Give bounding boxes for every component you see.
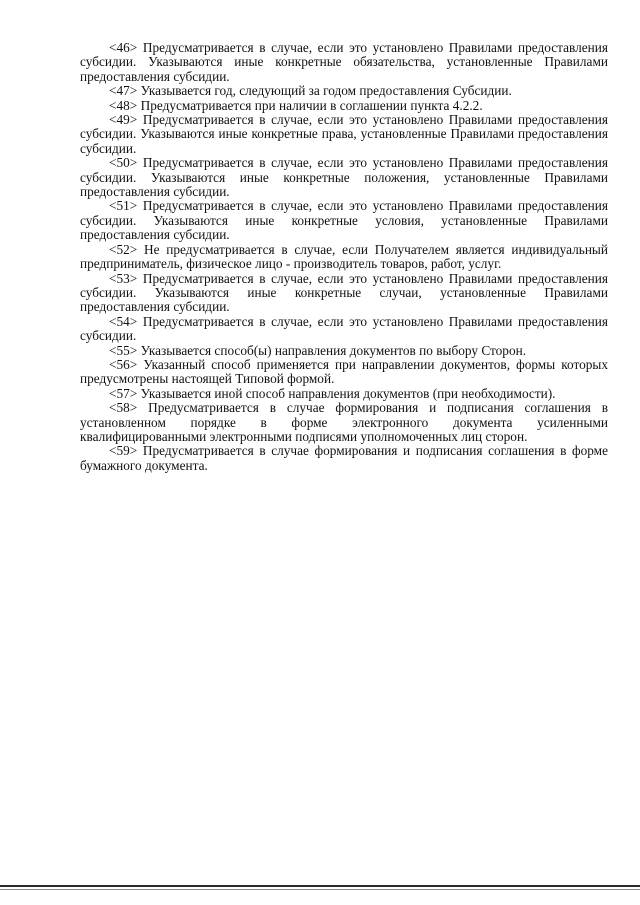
footnote-46: <46> Предусматривается в случае, если это установлено Правилами предоставления субсидии. Указываются иные конкретные обязательства, установленные Правилами предоставления субсидии.: [80, 40, 608, 84]
footnotes-list: [80, 41, 608, 473]
footnote-51: <51> Предусматривается в случае, если это установлено Правилами предоставления субсидии. Указываются иные конкретные условия, установленные Правилами предоставления субсидии.: [80, 198, 608, 243]
footnote-52: <52> Не предусматривается в случае, если Получателем является индивидуальный предприниматель, физическое лицо - производитель товаров, работ, услуг.: [80, 241, 608, 272]
footnote-48: <48> Предусматривается при наличии в соглашении пункта 4.2.2.: [109, 97, 483, 113]
footnote-55: <55> Указывается способ(ы) направления документов по выбору Сторон.: [109, 342, 527, 358]
footnote-50: <50> Предусматривается в случае, если это установлено Правилами предоставления субсидии. Указываются иные конкретные положения, установленные Правилами предоставления субсидии.: [80, 155, 608, 200]
scan-bottom-edge-shadow: [0, 889, 640, 890]
footnote-49: <49> Предусматривается в случае, если это установлено Правилами предоставления субсидии. Указываются иные конкретные права, установленные Правилами предоставления субсидии.: [80, 112, 608, 156]
footnote-59: <59> Предусматривается в случае формирования и подписания соглашения в форме бумажного документа.: [80, 443, 608, 473]
footnote-57: <57> Указывается иной способ направления документов (при необходимости).: [109, 385, 556, 401]
footnote-58: <58> Предусматривается в случае формирования и подписания соглашения в установленном порядке в форме электронного документа усиленными квалифицированными электронными подписями уполномоченных лиц сторон.: [80, 400, 608, 444]
scan-bottom-edge: [0, 885, 640, 887]
footnote-56: <56> Указанный способ применяется при направлении документов, формы которых предусмотрены настоящей Типовой формой.: [80, 356, 608, 387]
footnote-53: <53> Предусматривается в случае, если это установлено Правилами предоставления субсидии. Указываются иные конкретные случаи, установленные Правилами предоставления субсидии.: [80, 270, 608, 315]
footnote-47: <47> Указывается год, следующий за годом предоставления Субсидии.: [109, 83, 512, 99]
footnote-54: <54> Предусматривается в случае, если это установлено Правилами предоставления субсидии.: [80, 313, 608, 344]
